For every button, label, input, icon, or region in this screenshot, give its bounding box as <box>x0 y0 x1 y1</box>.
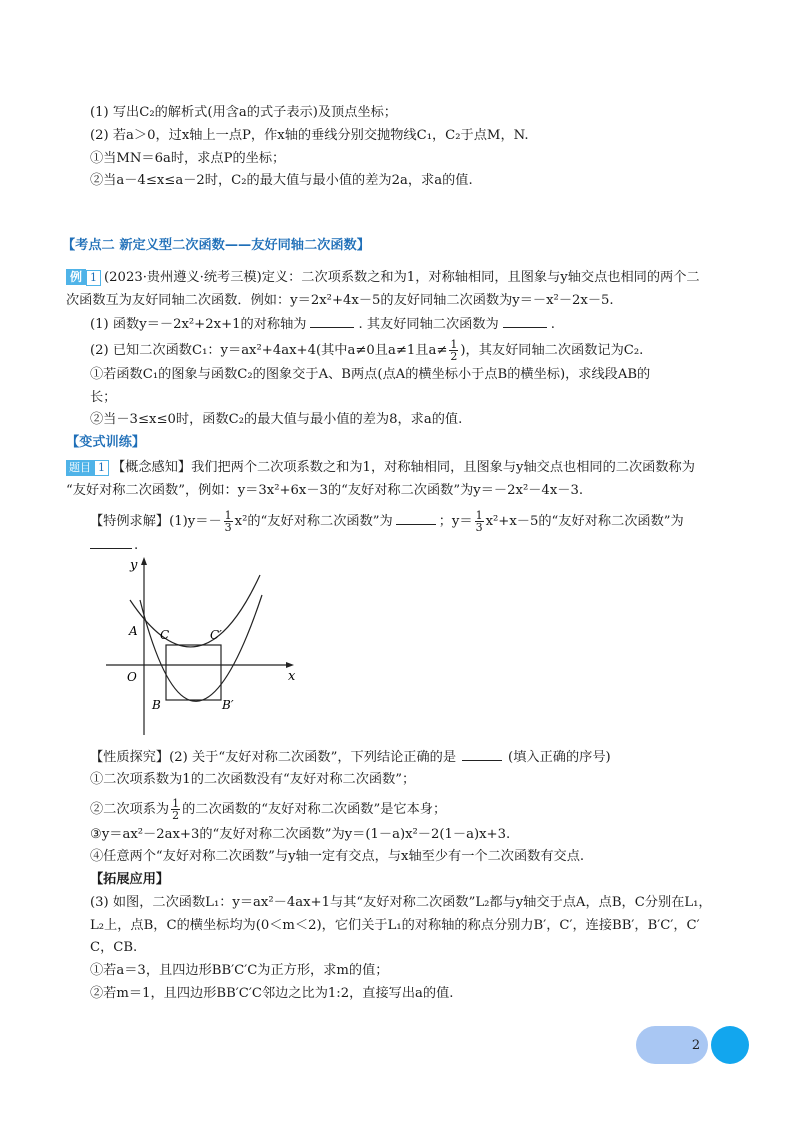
option2-pre: ②二次项系为 <box>90 802 170 817</box>
label-b: B <box>152 698 161 712</box>
fraction-third: $\frac{1}{3}$ <box>224 509 232 534</box>
page-deco-right <box>711 1026 749 1064</box>
example-sub-1a: ①若函数C₁的图象与函数C₂的图象交于A、B两点(点A的横坐标小于点B的横坐标)，求线段AB的 <box>90 367 651 382</box>
fraction-third-2: $\frac{1}{3}$ <box>475 509 483 534</box>
fraction-half: $\frac{1}{2}$ <box>450 338 458 363</box>
option-4: ④任意两个“友好对称二次函数”与y轴一定有交点，与x轴至少有一个二次函数有交点. <box>90 849 585 864</box>
label-x: x <box>288 669 296 684</box>
parabola-l1 <box>140 595 262 701</box>
answer-blank <box>396 512 436 525</box>
special-end: . <box>134 538 139 553</box>
y-axis-arrow <box>141 557 147 565</box>
special-mid3: x²+x－5的“友好对称二次函数”为 <box>485 514 684 529</box>
example-sub-1b: 长； <box>90 390 117 405</box>
extension-line-3: C，CB. <box>90 940 138 955</box>
page-number: 2 <box>691 1038 701 1053</box>
example-part-1 <box>90 315 555 333</box>
extension-line-1: (3) 如图，二次函数L₁：y＝ax²－4ax+1与其“友好对称二次函数”L₂都与y轴交于点A，点B，C分别在L₁， <box>90 895 712 910</box>
label-a: A <box>129 624 138 638</box>
example-text-1: (2023·贵州遵义·统考三模)定义：二次项系数之和为1，对称轴相同，且图象与y轴交点也相同的两个二 <box>104 270 700 285</box>
extension-line-2: L₂上，点B，C的横坐标均为(0＜m＜2)，它们关于L₁的对称轴的称点分别力B′，C′，连接BB′，B′C′，C′ <box>90 918 700 933</box>
topic-special-case-2 <box>90 536 138 554</box>
example-number: 1 <box>86 270 101 286</box>
label-c: C <box>160 628 170 642</box>
topic-line-2: “友好对称二次函数”，例如：y＝3x²+6x－3的“友好对称二次函数”为y＝－2x²－4x－3. <box>66 483 584 498</box>
answer-blank <box>503 315 547 328</box>
option2-post: 的二次函数的“友好对称二次函数”是它本身； <box>182 802 447 817</box>
example-line-1 <box>66 269 700 286</box>
topic-special-case <box>90 510 684 533</box>
option-1: ①二次项系数为1的二次函数没有“友好对称二次函数”； <box>90 772 416 787</box>
topic-text-1: 【概念感知】我们把两个二次项系数之和为1，对称轴相同，且图象与y轴交点也相同的二次函数称为 <box>112 460 695 475</box>
ex-part1-mid: . 其友好同轴二次函数为 <box>358 317 499 332</box>
fraction-half-2: $\frac{1}{2}$ <box>172 797 180 822</box>
option-3: ③y＝ax²－2ax+3的“友好对称二次函数”为y＝(1－a)x²－2(1－a)x+3. <box>90 827 511 842</box>
ex-part2-pre: (2) 已知二次函数C₁：y＝ax²+4ax+4(其中a≠0且a≠1且a≠ <box>90 343 448 358</box>
extension-sub-2: ②若m＝1，且四边形BB′C′C邻边之比为1:2，直接写出a的值. <box>90 986 454 1001</box>
label-origin: O <box>127 670 137 684</box>
topic-number: 1 <box>94 460 109 476</box>
example-line-2: 次函数互为友好同轴二次函数．例如：y＝2x²+4x－5的友好同轴二次函数为y＝－x²－2x－5. <box>66 293 614 308</box>
topic-line-1 <box>66 459 695 476</box>
question-part-2: (2) 若a＞0，过x轴上一点P，作x轴的垂线分别交抛物线C₁，C₂于点M，N. <box>90 128 529 143</box>
square-bbcc <box>166 645 221 700</box>
parabola-l2 <box>130 575 260 647</box>
example-sub-2: ②当－3≤x≤0时，函数C₂的最大值与最小值的差为8，求a的值. <box>90 412 463 427</box>
x-axis-arrow <box>286 662 294 668</box>
property-question <box>90 748 611 766</box>
option-2 <box>90 798 446 821</box>
variant-title: 【变式训练】 <box>66 435 146 450</box>
special-mid1: x²的“友好对称二次函数”为 <box>234 514 393 529</box>
label-c-prime: C′ <box>210 628 222 642</box>
extension-title: 【拓展应用】 <box>90 872 170 887</box>
parabola-figure <box>100 555 300 740</box>
label-y: y <box>130 558 138 573</box>
ex-part1-pre: (1) 函数y＝－2x²+2x+1的对称轴为 <box>90 317 307 332</box>
special-mid2: ；y＝ <box>438 514 473 529</box>
topic-tag: 题目 <box>66 460 94 476</box>
answer-blank <box>462 748 502 761</box>
ex-part2-post: )，其友好同轴二次函数记为C₂. <box>460 343 644 358</box>
section-title: 【考点二 新定义型二次函数——友好同轴二次函数】 <box>62 238 370 253</box>
label-b-prime: B′ <box>222 698 234 712</box>
answer-blank <box>90 536 132 549</box>
example-tag: 例 <box>66 269 86 285</box>
ex-part1-end: . <box>550 317 555 332</box>
extension-sub-1: ①若a＝3，且四边形BB′C′C为正方形，求m的值； <box>90 963 389 978</box>
answer-blank <box>310 315 354 328</box>
question-sub-1: ①当MN＝6a时，求点P的坐标； <box>90 151 286 166</box>
special-pre: 【特例求解】(1)y＝－ <box>90 514 222 529</box>
question-part-1: (1) 写出C₂的解析式(用含a的式子表示)及顶点坐标； <box>90 105 397 120</box>
property-post: (填入正确的序号) <box>508 750 611 765</box>
property-pre: 【性质探究】(2) 关于“友好对称二次函数”，下列结论正确的是 <box>90 750 457 765</box>
question-sub-2: ②当a－4≤x≤a－2时，C₂的最大值与最小值的差为2a，求a的值. <box>90 173 473 188</box>
example-part-2 <box>90 339 643 362</box>
